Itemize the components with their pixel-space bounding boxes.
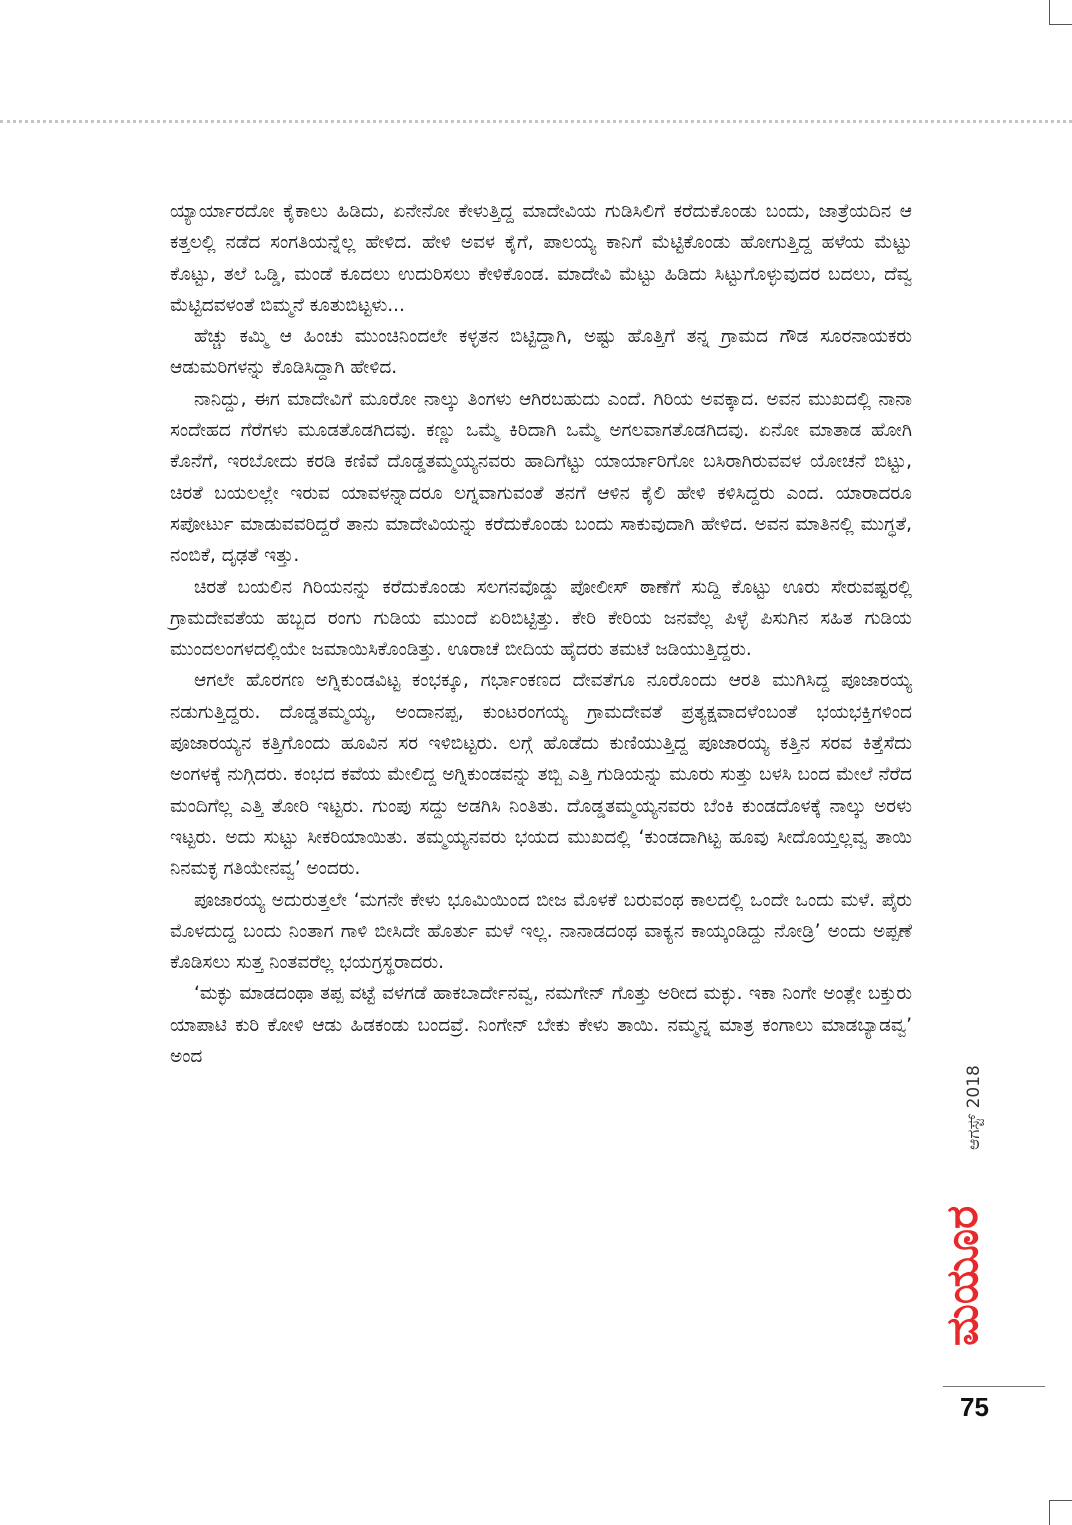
article-body	[170, 196, 912, 1072]
paragraph: ಆಗಲೇ ಹೊರಗಣ ಅಗ್ನಿಕುಂಡವಿಟ್ಟ ಕಂಭಕ್ಕೂ, ಗರ್ಭಾಂಕಣದ ದೇವತೆಗೂ ನೂರೊಂದು ಆರತಿ ಮುಗಿಸಿದ್ದ ಪೂಜಾರಯ್ಯ ನಡುಗುತ್ತಿದ್ದರು. ದೊಡ್ಡತಮ್ಮಯ್ಯ, ಅಂದಾನಪ್ಪ, ಕುಂಟರಂಗಯ್ಯ ಗ್ರಾಮದೇವತೆ ಪ್ರತ್ಯಕ್ಷವಾದಳೆಂಬಂತೆ ಭಯಭಕ್ತಿಗಳಿಂದ ಪೂಜಾರಯ್ಯನ ಕತ್ತಿಗೊಂದು ಹೂವಿನ ಸರ ಇಳಿಬಿಟ್ಟರು. ಲಗ್ಗೆ ಹೊಡೆದು ಕುಣಿಯುತ್ತಿದ್ದ ಪೂಜಾರಯ್ಯ ಕತ್ತಿನ ಸರವ ಕಿತ್ತೆಸೆದು ಅಂಗಳಕ್ಕೆ ನುಗ್ಗಿದರು. ಕಂಭದ ಕವೆಯ ಮೇಲಿದ್ದ ಅಗ್ನಿಕುಂಡವನ್ನು ತಬ್ಬಿ ಎತ್ತಿ ಗುಡಿಯನ್ನು ಮೂರು ಸುತ್ತು ಬಳಸಿ ಬಂದ ಮೇಲೆ ನೆರೆದ ಮಂದಿಗೆಲ್ಲ ಎತ್ತಿ ತೋರಿ ಇಟ್ಟರು. ಗುಂಪು ಸದ್ದು ಅಡಗಿಸಿ ನಿಂತಿತು. ದೊಡ್ಡತಮ್ಮಯ್ಯನವರು ಬೆಂಕಿ ಕುಂಡದೊಳಕ್ಕೆ ನಾಲ್ಕು ಅರಳು ಇಟ್ಟರು. ಅದು ಸುಟ್ಟು ಸೀಕರಿಯಾಯಿತು. ತಮ್ಮಯ್ಯನವರು ಭಯದ ಮುಖದಲ್ಲಿ ‘ಕುಂಡದಾಗಿಟ್ಟ ಹೂವು ಸೀದೊಯ್ತಲ್ಲವ್ವ ತಾಯಿ ನಿನಮಕ್ಳ ಗತಿಯೇನವ್ವ’ ಅಂದರು.	[170, 670, 912, 880]
paragraph: ಚಿರತೆ ಬಯಲಿನ ಗಿರಿಯನನ್ನು ಕರೆದುಕೊಂಡು ಸಲಗನವೊಡ್ಡು ಪೋಲೀಸ್ ಠಾಣೆಗೆ ಸುದ್ದಿ ಕೊಟ್ಟು ಊರು ಸೇರುವಷ್ಟರಲ್ಲಿ ಗ್ರಾಮದೇವತೆಯ ಹಬ್ಬದ ರಂಗು ಗುಡಿಯ ಮುಂದೆ ಏರಿಬಿಟ್ಟಿತ್ತು. ಕೇರಿ ಕೇರಿಯ ಜನವೆಲ್ಲ ಪಿಳ್ಳೆ ಪಿಸುಗಿನ ಸಹಿತ ಗುಡಿಯ ಮುಂದಲಂಗಳದಲ್ಲಿಯೇ ಜಮಾಯಿಸಿಕೊಂಡಿತ್ತು. ಊರಾಚೆ ಬೀದಿಯ ಹೈದರು ತಮಟೆ ಜಡಿಯುತ್ತಿದ್ದರು.	[170, 576, 912, 661]
page-number-rule	[943, 1386, 1045, 1387]
magazine-logo: ಮಯೂರ	[937, 1205, 988, 1346]
paragraph: ‘ಮಕ್ಳು ಮಾಡದಂಥಾ ತಪ್ಪ ವಟ್ಟೆ ವಳಗಡೆ ಹಾಕಬಾರ್ದೇನವ್ವ, ನಮಗೇನ್ ಗೊತ್ತು ಅರೀದ ಮಕ್ಳು. ಇಕಾ ನಿಂಗೇ ಅಂತ್ಲೇ ಬಕ್ತುರು ಯಾಪಾಟಿ ಕುರಿ ಕೋಳಿ ಆಡು ಹಿಡಕಂಡು ಬಂದವ್ರೆ. ನಿಂಗೇನ್ ಬೇಕು ಕೇಳು ತಾಯಿ. ನಮ್ಮನ್ನ ಮಾತ್ರ ಕಂಗಾಲು ಮಾಡಬ್ಯಾಡವ್ವ’ ಅಂದ	[170, 983, 912, 1068]
paragraph: ಯ್ಯಾರ್ಯಾರದೋ ಕೈಕಾಲು ಹಿಡಿದು, ಏನೇನೋ ಕೇಳುತ್ತಿದ್ದ ಮಾದೇವಿಯ ಗುಡಿಸಿಲಿಗೆ ಕರೆದುಕೊಂಡು ಬಂದು, ಜಾತ್ರೆಯದಿನ ಆ ಕತ್ತಲಲ್ಲಿ ನಡೆದ ಸಂಗತಿಯನ್ನೆಲ್ಲ ಹೇಳಿದ. ಹೇಳಿ ಅವಳ ಕೈಗೆ, ಪಾಲಯ್ಯ ಕಾನಿಗೆ ಮೆಟ್ಟಿಕೊಂಡು ಹೋಗುತ್ತಿದ್ದ ಹಳೆಯ ಮೆಟ್ಟು ಕೊಟ್ಟು, ತಲೆ ಒಡ್ಡಿ, ಮಂಡೆ ಕೂದಲು ಉದುರಿಸಲು ಕೇಳಿಕೊಂಡ. ಮಾದೇವಿ ಮೆಟ್ಟು ಹಿಡಿದು ಸಿಟ್ಟುಗೊಳ್ಳುವುದರ ಬದಲು, ದೆವ್ವ ಮೆಟ್ಟಿದವಳಂತೆ ಬಿಮ್ಮನೆ ಕೂತುಬಿಟ್ಟಳು...	[170, 201, 912, 316]
crop-mark-top-horizontal	[1049, 24, 1072, 25]
crop-mark-top-vertical	[1049, 0, 1050, 24]
header-dotted-rule	[0, 120, 1072, 123]
paragraph: ಪೂಜಾರಯ್ಯ ಅದುರುತ್ತಲೇ ‘ಮಗನೇ ಕೇಳು ಭೂಮಿಯಿಂದ ಬೀಜ ಮೊಳಕೆ ಬರುವಂಥ ಕಾಲದಲ್ಲಿ ಒಂದೇ ಒಂದು ಮಳೆ. ಪೈರು ಮೊಳದುದ್ದ ಬಂದು ನಿಂತಾಗ ಗಾಳಿ ಬೀಸಿದೇ ಹೊರ್ತು ಮಳೆ ಇಲ್ಲ. ನಾನಾಡದಂಥ ವಾಕ್ಯನ ಕಾಯ್ಕಂಡಿದ್ದು ನೋಡ್ರಿ’ ಅಂದು ಅಪ್ಪಣೆ ಕೊಡಿಸಲು ಸುತ್ತ ನಿಂತವರೆಲ್ಲ ಭಯಗ್ರಸ್ಥರಾದರು.	[170, 889, 912, 974]
issue-date: ಆಗಸ್ಟ್ 2018	[964, 1065, 984, 1150]
page-number: 75	[960, 1392, 989, 1422]
crop-mark-bottom-horizontal	[1049, 1500, 1072, 1501]
paragraph: ಹೆಚ್ಚು ಕಮ್ಮಿ ಆ ಹಿಂಚು ಮುಂಚಿನಿಂದಲೇ ಕಳ್ಳತನ ಬಿಟ್ಟಿದ್ದಾಗಿ, ಅಷ್ಟು ಹೊತ್ತಿಗೆ ತನ್ನ ಗ್ರಾಮದ ಗೌಡ ಸೂರನಾಯಕರು ಆಡುಮರಿಗಳನ್ನು ಕೊಡಿಸಿದ್ದಾಗಿ ಹೇಳಿದ.	[170, 326, 912, 379]
paragraph: ನಾನಿದ್ದು, ಈಗ ಮಾದೇವಿಗೆ ಮೂರೋ ನಾಲ್ಕು ತಿಂಗಳು ಆಗಿರಬಹುದು ಎಂದೆ. ಗಿರಿಯ ಅವಕ್ಕಾದ. ಅವನ ಮುಖದಲ್ಲಿ ನಾನಾ ಸಂದೇಹದ ಗೆರೆಗಳು ಮೂಡತೊಡಗಿದವು. ಕಣ್ಣು ಒಮ್ಮೆ ಕಿರಿದಾಗಿ ಒಮ್ಮೆ ಅಗಲವಾಗತೊಡಗಿದವು. ಏನೋ ಮಾತಾಡ ಹೋಗಿ ಕೊನೆಗೆ, ಇರಬೋದು ಕರಡಿ ಕಣಿವೆ ದೊಡ್ಡತಮ್ಮಯ್ಯನವರು ಹಾದಿಗೆಟ್ಟು ಯಾರ್ಯಾರಿಗೋ ಬಸಿರಾಗಿರುವವಳ ಯೋಚನೆ ಬಿಟ್ಟು, ಚಿರತೆ ಬಯಲಲ್ಲೇ ಇರುವ ಯಾವಳನ್ನಾದರೂ ಲಗ್ನವಾಗುವಂತೆ ತನಗೆ ಆಳಿನ ಕೈಲಿ ಹೇಳಿ ಕಳಿಸಿದ್ದರು ಎಂದ. ಯಾರಾದರೂ ಸಪೋರ್ಟು ಮಾಡುವವರಿದ್ದರೆ ತಾನು ಮಾದೇವಿಯನ್ನು ಕರೆದುಕೊಂಡು ಬಂದು ಸಾಕುವುದಾಗಿ ಹೇಳಿದ. ಅವನ ಮಾತಿನಲ್ಲಿ ಮುಗ್ಧತೆ, ನಂಬಿಕೆ, ದೃಢತೆ ಇತ್ತು.	[170, 388, 912, 567]
crop-mark-bottom-vertical	[1049, 1500, 1050, 1525]
